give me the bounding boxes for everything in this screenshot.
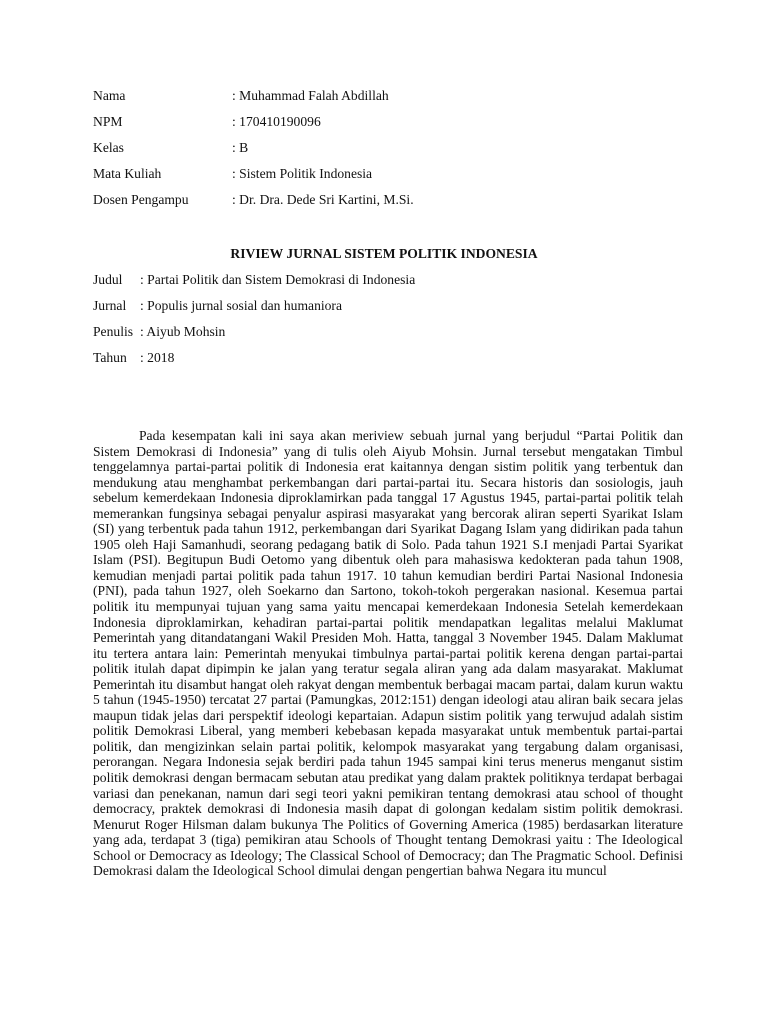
identity-label: Nama: [93, 88, 126, 103]
journal-label: Jurnal: [93, 298, 127, 313]
identity-label: Kelas: [93, 140, 124, 155]
identity-label: Dosen Pengampu: [93, 192, 189, 207]
journal-label: Tahun: [93, 350, 127, 365]
document-title: RIVIEW JURNAL SISTEM POLITIK INDONESIA: [230, 246, 538, 261]
journal-label: Penulis: [93, 324, 134, 339]
review-paragraph-text: Pada kesempatan kali ini saya akan meriview sebuah jurnal yang berjudul “Partai Politik dan Sistem Demokrasi di Indonesia” yang di tulis oleh Aiyub Mohsin. Jurnal tersebut mengatakan Timbul tenggelamnya partai-partai politik di Indonesia erat kaitannya dengan sistim politik yang terbentuk dan mendukung atau menghambat perkembangan dari partai-partai itu. Secara historis dan sosiologis, jauh sebelum kemerdekaan Indonesia diproklamirkan pada tanggal 17 Agustus 1945, partai-partai politik telah memerankan fungsinya sebagai penyalur aspirasi masyarakat yang bercorak aliran seperti Syarikat Islam (SI) yang terbentuk pada tahun 1912, perkembangan dari Syarikat Dagang Islam yang didirikan pada tahun 1905 oleh Haji Samanhudi, seorang pedagang batik di Solo. Pada tahun 1921 S.I menjadi Partai Syarikat Islam (PSI). Begitupun Budi Oetomo yang dibentuk oleh para mahasiswa kedokteran pada tahun 1908, kemudian menjadi partai politik pada tahun 1917. 10 tahun kemudian berdiri Partai Nasional Indonesia (PNI), pada tahun 1927, oleh Soekarno dan Sartono, tokoh-tokoh pergerakan nasional. Kesemua partai politik itu mempunyai tujuan yang sama yaitu mencapai kemerdekaan Indonesia Setelah kemerdekaan Indonesia diproklamirkan, kehadiran partai-partai politik mendapatkan legalitas melalui Maklumat Pemerintah yang ditandatangani Wakil Presiden Moh. Hatta, tanggal 3 November 1945. Dalam Maklumat itu tertera antara lain: Pemerintah menyukai timbulnya partai-partai politik kerena dengan partai-partai politik itulah dapat dipimpin ke jalan yang teratur segala aliran yang ada dalam masyarakat. Maklumat Pemerintah itu disambut hangat oleh rakyat dengan membentuk berbagai macam partai, dalam kurun waktu 5 tahun (1945-1950) tercatat 27 partai (Pamungkas, 2012:151) dengan ideologi atau aliran baik secara jelas maupun tidak jelas dari perspektif ideologi kepartaian. Adapun sistim politik yang terwujud adalah sistim politik Demokrasi Liberal, yang memberi kebebasan kepada masyarakat untuk membentuk partai-partai politik, dan mengizinkan selain partai politik, kelompok masyarakat yang tergabung dalam organisasi, perorangan. Negara Indonesia sejak berdiri pada tahun 1945 sampai kini terus menerus menganut sistim politik demokrasi dengan bermacam sebutan atau predikat yang dalam praktek politiknya terdapat berbagai variasi dan penekanan, namun dari segi teori yakni pemikiran tentang demokrasi atau school of thought democracy, praktek demokrasi di Indonesia masih dapat di golongan kedalam sistim politik demokrasi. Menurut Roger Hilsman dalam bukunya The Politics of Governing America (1985) berdasarkan literature yang ada, terdapat 3 (tiga) pemikiran atau Schools of Thought tentang Demokrasi yaitu : The Ideological School or Democracy as Ideology; The Classical School of Democracy; dan The Pragmatic School. Definisi Demokrasi dalam the Ideological School dimulai dengan pengertian bahwa Negara itu muncul: [93, 428, 683, 879]
journal-value: : Partai Politik dan Sistem Demokrasi di Indonesia: [140, 272, 416, 287]
identity-label: NPM: [93, 114, 123, 129]
identity-value: : B: [232, 140, 249, 155]
journal-label: Judul: [93, 272, 123, 287]
identity-value: : Sistem Politik Indonesia: [232, 166, 373, 181]
journal-value: : Populis jurnal sosial dan humaniora: [140, 298, 342, 313]
identity-value: : Muhammad Falah Abdillah: [232, 88, 389, 103]
identity-value: : Dr. Dra. Dede Sri Kartini, M.Si.: [232, 192, 414, 207]
identity-value: : 170410190096: [232, 114, 321, 129]
identity-label: Mata Kuliah: [93, 166, 162, 181]
journal-value: : Aiyub Mohsin: [140, 324, 226, 339]
journal-value: : 2018: [140, 350, 175, 365]
review-paragraph: [93, 428, 683, 879]
